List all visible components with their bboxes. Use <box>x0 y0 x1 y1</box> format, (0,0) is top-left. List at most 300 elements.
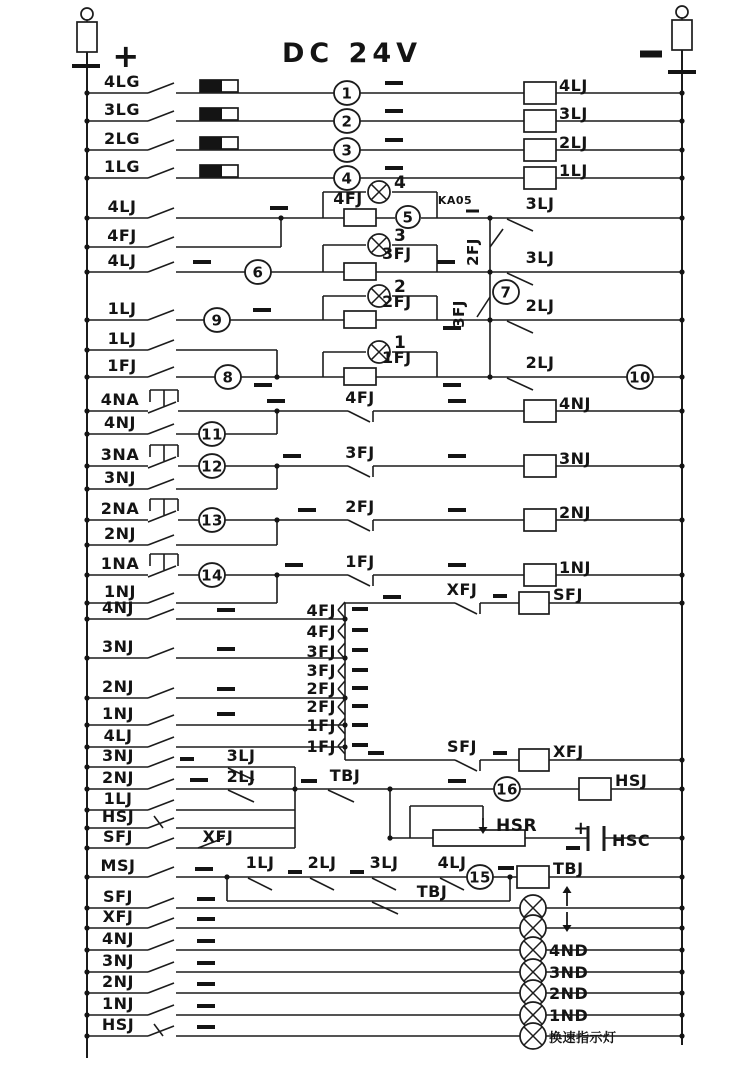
label-2LG: 2LG <box>104 129 140 148</box>
junction-dot <box>84 269 89 274</box>
junction-dot <box>84 744 89 749</box>
label-HSJ: HSJ <box>101 1015 135 1034</box>
junction-dot <box>679 969 684 974</box>
label-2FJ: 2FJ <box>306 697 336 716</box>
fuse-indicator-element <box>200 80 222 92</box>
label-HSJ: HSJ <box>615 771 648 790</box>
wire <box>148 140 174 150</box>
label-4LJ: 4LJ <box>107 197 137 216</box>
label-SFJ: SFJ <box>553 585 583 604</box>
contact-dash <box>352 668 368 672</box>
label-2NJ: 2NJ <box>559 503 591 522</box>
junction-dot <box>679 1033 684 1038</box>
circled-number-text: 12 <box>201 457 223 476</box>
label-4LJ: 4LJ <box>559 76 588 95</box>
label-1LJ: 1LJ <box>559 161 588 180</box>
contact-dash <box>197 939 215 943</box>
junction-dot <box>84 147 89 152</box>
label-TBJ: TBJ <box>553 859 584 878</box>
junction-dot <box>84 542 89 547</box>
relay-coil <box>524 455 556 477</box>
relay-coil <box>524 400 556 422</box>
junction-dot <box>84 1033 89 1038</box>
wire <box>148 779 174 789</box>
label-3NJ: 3NJ <box>102 951 134 970</box>
wire <box>148 340 174 350</box>
contact-dash <box>190 778 208 782</box>
contact-dash <box>448 563 466 567</box>
label-3NJ: 3NJ <box>559 449 591 468</box>
junction-dot <box>84 655 89 660</box>
relay-coil <box>524 139 556 161</box>
junction-dot <box>84 969 89 974</box>
label-2LJ: 2LJ <box>525 296 555 315</box>
wire <box>148 648 174 658</box>
label-1LJ: 1LJ <box>245 853 275 872</box>
wire <box>310 878 334 890</box>
wire <box>338 707 345 715</box>
wire <box>148 962 174 972</box>
label-TBJ: TBJ <box>416 882 448 901</box>
junction-dot <box>84 874 89 879</box>
junction-dot <box>679 463 684 468</box>
label-4FJ: 4FJ <box>107 226 137 245</box>
junction-dot <box>679 408 684 413</box>
label-4LG: 4LG <box>104 72 140 91</box>
label-1FJ: 1FJ <box>345 552 375 571</box>
wire <box>348 411 370 422</box>
wire <box>148 457 176 468</box>
contact-dash <box>498 866 514 870</box>
label-1NA: 1NA <box>100 554 140 573</box>
junction-dot <box>84 572 89 577</box>
wire <box>148 800 174 810</box>
label-1FJ: 1FJ <box>306 716 336 735</box>
circled-number-text: 9 <box>211 311 223 330</box>
junction-dot <box>84 722 89 727</box>
contact-dash <box>285 563 303 567</box>
wire <box>348 466 370 477</box>
label-1LG: 1LG <box>104 157 140 176</box>
label-2FJ: 2FJ <box>382 292 412 311</box>
label-3NJ: 3NJ <box>102 746 134 765</box>
wire <box>148 688 174 698</box>
junction-dot <box>274 408 279 413</box>
label-3: 3 <box>394 226 407 246</box>
label-TBJ: TBJ <box>329 766 361 785</box>
junction-dot <box>278 215 283 220</box>
contact-dash <box>180 757 194 761</box>
wire <box>338 623 345 631</box>
wire <box>148 593 174 603</box>
relay-coil <box>519 749 549 771</box>
label-SFJ: SFJ <box>103 827 133 846</box>
relay-coil <box>517 866 549 888</box>
wire <box>148 983 174 993</box>
circled-number-text: 11 <box>201 425 223 444</box>
junction-dot <box>84 118 89 123</box>
contact-dash <box>352 628 368 632</box>
label-4FJ: 4FJ <box>306 601 336 620</box>
label-4LJ: 4LJ <box>437 853 467 872</box>
junction-dot <box>84 215 89 220</box>
label-2LJ: 2LJ <box>226 767 256 786</box>
label-XFJ: XFJ <box>553 742 584 761</box>
junction-dot <box>84 905 89 910</box>
junction-dot <box>274 463 279 468</box>
contact-dash <box>197 917 215 921</box>
contact-dash <box>352 607 368 611</box>
label-+: + <box>573 818 589 839</box>
circled-number-text: 15 <box>469 868 491 887</box>
label-4ND: 4ND <box>549 941 589 960</box>
junction-dot <box>84 244 89 249</box>
fuse-indicator-element <box>200 137 222 149</box>
junction-dot <box>84 616 89 621</box>
junction-dot <box>84 695 89 700</box>
label-DC-24V: DC 24V <box>281 38 423 69</box>
contact-dash <box>217 712 235 716</box>
junction-dot <box>84 517 89 522</box>
label-3LJ: 3LJ <box>525 194 555 213</box>
relay-coil <box>524 509 556 531</box>
fuse-cartridge <box>672 20 692 50</box>
label-1NJ: 1NJ <box>102 994 134 1013</box>
junction-dot <box>679 925 684 930</box>
junction-dot <box>679 786 684 791</box>
label-3NJ: 3NJ <box>102 637 134 656</box>
wire <box>228 790 254 802</box>
label-3NA: 3NA <box>100 445 140 464</box>
wire <box>338 602 345 610</box>
label-4NJ: 4NJ <box>102 929 134 948</box>
wire <box>148 424 174 434</box>
contact-dash <box>640 51 662 58</box>
wire <box>148 918 174 928</box>
label-XFJ: XFJ <box>202 827 234 846</box>
label-1FJ: 1FJ <box>382 348 412 367</box>
label-1NJ: 1NJ <box>102 704 134 723</box>
label-2FJ: 2FJ <box>306 679 336 698</box>
wire <box>148 262 174 272</box>
terminal-circle <box>81 8 93 20</box>
relay-coil <box>519 592 549 614</box>
label-3FJ: 3FJ <box>306 642 336 661</box>
label-MSJ: MSJ <box>100 856 136 875</box>
wire <box>148 237 174 247</box>
contact-dash <box>197 1025 215 1029</box>
label-1LJ: 1LJ <box>107 329 137 348</box>
junction-dot <box>84 408 89 413</box>
wire <box>372 878 396 890</box>
contact-dash <box>566 846 580 850</box>
contact-dash <box>350 870 364 874</box>
contact-dash <box>253 308 271 312</box>
circled-number-text: 13 <box>201 511 223 530</box>
relay-coil <box>344 368 376 385</box>
contact-dash <box>270 206 288 210</box>
terminal-circle <box>676 6 688 18</box>
wire <box>477 297 490 317</box>
contact-dash <box>352 743 368 747</box>
contact-dash <box>254 383 272 387</box>
junction-dot <box>679 175 684 180</box>
contact-dash <box>448 508 466 512</box>
wire <box>148 757 174 767</box>
label-2FJ: 2FJ <box>345 497 375 516</box>
label-1NJ: 1NJ <box>104 582 136 601</box>
junction-dot <box>679 269 684 274</box>
junction-dot <box>679 874 684 879</box>
junction-dot <box>679 757 684 762</box>
label-4FJ: 4FJ <box>345 388 375 407</box>
contact-dash <box>385 109 403 113</box>
contact-dash <box>352 648 368 652</box>
junction-dot <box>679 374 684 379</box>
junction-dot <box>507 874 512 879</box>
contact-dash <box>493 751 507 755</box>
wire <box>148 838 174 848</box>
contact-dash <box>448 454 466 458</box>
contact-dash <box>197 897 215 901</box>
junction-dot <box>679 147 684 152</box>
wire <box>507 219 533 231</box>
junction-dot <box>224 874 229 879</box>
junction-dot <box>292 786 297 791</box>
label-2LJ: 2LJ <box>559 133 588 152</box>
contact-dash <box>283 454 301 458</box>
label-4LJ: 4LJ <box>107 251 137 270</box>
contact-dash <box>197 982 215 986</box>
junction-dot <box>487 317 492 322</box>
label-2: 2 <box>394 277 407 297</box>
circled-number-text: 1 <box>341 84 353 103</box>
label-+: + <box>112 37 140 75</box>
label-2NJ: 2NJ <box>102 768 134 787</box>
contact-dash <box>352 686 368 690</box>
wire <box>490 229 503 247</box>
contact-dash <box>217 608 235 612</box>
contact-dash <box>352 704 368 708</box>
label-2NA: 2NA <box>100 499 140 518</box>
label-1: 1 <box>394 333 407 353</box>
label-4LJ: 4LJ <box>103 726 133 745</box>
contact-dash <box>668 70 696 74</box>
wire <box>148 867 174 877</box>
label-4NJ: 4NJ <box>102 598 134 617</box>
label-3ND: 3ND <box>549 963 589 982</box>
label-XFJ: XFJ <box>102 907 134 926</box>
junction-dot <box>84 317 89 322</box>
label-3LJ: 3LJ <box>559 104 588 123</box>
label-3LJ: 3LJ <box>525 248 555 267</box>
label-HSC: HSC <box>612 831 651 850</box>
label-2ND: 2ND <box>549 984 589 1003</box>
wire <box>148 479 174 489</box>
contact-dash <box>385 138 403 142</box>
wire <box>455 760 477 771</box>
junction-dot <box>84 175 89 180</box>
circled-number-text: 2 <box>341 112 353 131</box>
contact-dash <box>217 687 235 691</box>
circled-number-text: 16 <box>496 780 518 799</box>
wire <box>338 643 345 651</box>
junction-dot <box>84 786 89 791</box>
circled-number-text: 7 <box>500 283 512 302</box>
circled-number-text: 10 <box>629 368 651 387</box>
junction-dot <box>679 317 684 322</box>
label-2LJ: 2LJ <box>307 853 337 872</box>
wire <box>338 631 345 639</box>
circled-number-text: 5 <box>402 208 414 227</box>
relay-coil <box>524 564 556 586</box>
junction-dot <box>342 655 347 660</box>
label-XFJ: XFJ <box>446 580 478 599</box>
junction-dot <box>274 517 279 522</box>
junction-dot <box>679 215 684 220</box>
label-3FJ: 3FJ <box>306 661 336 680</box>
contact-dash <box>448 399 466 403</box>
wire <box>148 566 176 577</box>
label-KA05: KA05 <box>437 194 473 207</box>
relay-coil <box>344 263 376 280</box>
label-3FJ: 3FJ <box>450 300 468 328</box>
junction-dot <box>679 118 684 123</box>
contact-dash <box>383 595 401 599</box>
junction-dot <box>679 90 684 95</box>
label-HSR: HSR <box>496 816 538 836</box>
junction-dot <box>84 925 89 930</box>
label-1LJ: 1LJ <box>107 299 137 318</box>
junction-dot <box>84 486 89 491</box>
contact-dash <box>368 751 384 755</box>
label-3LJ: 3LJ <box>369 853 399 872</box>
label-2LJ: 2LJ <box>525 353 555 372</box>
junction-dot <box>679 947 684 952</box>
label-2NJ: 2NJ <box>102 677 134 696</box>
junction-dot <box>84 347 89 352</box>
label-3LG: 3LG <box>104 100 140 119</box>
junction-dot <box>84 431 89 436</box>
contact-dash <box>385 166 403 170</box>
wire <box>338 663 345 671</box>
wire <box>148 535 174 545</box>
junction-dot <box>487 374 492 379</box>
junction-dot <box>679 835 684 840</box>
wire <box>148 168 174 178</box>
label-SFJ: SFJ <box>447 737 477 756</box>
relay-coil <box>524 110 556 132</box>
junction-dot <box>487 215 492 220</box>
junction-dot <box>84 600 89 605</box>
wire <box>148 511 176 522</box>
contact-dash <box>197 1004 215 1008</box>
junction-dot <box>84 947 89 952</box>
junction-dot <box>679 600 684 605</box>
junction-dot <box>84 845 89 850</box>
fuse-cartridge <box>77 22 97 52</box>
junction-dot <box>84 825 89 830</box>
wire <box>338 681 345 689</box>
wire <box>148 111 174 121</box>
relay-coil <box>524 167 556 189</box>
junction-dot <box>274 374 279 379</box>
relay-coil <box>344 209 376 226</box>
wire <box>328 790 354 802</box>
wire <box>348 575 370 586</box>
junction-dot <box>84 1012 89 1017</box>
relay-coil <box>579 778 611 800</box>
contact-dash <box>443 383 461 387</box>
junction-dot <box>84 990 89 995</box>
contact-dash <box>301 779 317 783</box>
contact-dash <box>217 647 235 651</box>
label-4NA: 4NA <box>100 390 140 409</box>
circled-number-text: 4 <box>341 169 353 188</box>
junction-dot <box>342 616 347 621</box>
label-4: 4 <box>394 173 407 193</box>
arrow-up-icon <box>563 886 572 893</box>
label-2FJ: 2FJ <box>464 238 482 266</box>
wire <box>148 737 174 747</box>
contact-dash <box>267 399 285 403</box>
label-2NJ: 2NJ <box>104 524 136 543</box>
contact-dash <box>288 870 302 874</box>
junction-dot <box>679 1012 684 1017</box>
junction-dot <box>679 572 684 577</box>
label-4FJ: 4FJ <box>333 189 363 208</box>
junction-dot <box>84 807 89 812</box>
junction-dot <box>387 835 392 840</box>
wire <box>148 898 174 908</box>
contact-dash <box>298 508 316 512</box>
label-HSJ: HSJ <box>101 807 135 826</box>
wire <box>338 671 345 679</box>
label-3FJ: 3FJ <box>345 443 375 462</box>
contact-dash <box>493 594 507 598</box>
junction-dot <box>84 764 89 769</box>
label-4FJ: 4FJ <box>306 622 336 641</box>
relay-coil <box>344 311 376 328</box>
wire <box>148 715 174 725</box>
label-1ND: 1ND <box>549 1006 589 1025</box>
label-4NJ: 4NJ <box>559 394 591 413</box>
wire <box>148 940 174 950</box>
wire <box>507 378 533 390</box>
contact-dash <box>448 779 466 783</box>
label-2NJ: 2NJ <box>102 972 134 991</box>
circled-number-text: 8 <box>222 368 234 387</box>
wire <box>148 367 174 377</box>
junction-dot <box>342 744 347 749</box>
junction-dot <box>84 90 89 95</box>
label-SFJ: SFJ <box>103 887 133 906</box>
junction-dot <box>84 463 89 468</box>
wire <box>148 609 174 619</box>
contact-dash <box>466 210 479 213</box>
junction-dot <box>274 572 279 577</box>
wire <box>348 520 370 531</box>
circled-number-text: 3 <box>341 141 353 160</box>
wire <box>148 310 174 320</box>
junction-dot <box>342 695 347 700</box>
junction-dot <box>84 374 89 379</box>
contact-dash <box>352 723 368 727</box>
label-3NJ: 3NJ <box>104 468 136 487</box>
wire <box>148 208 174 218</box>
relay-coil <box>524 82 556 104</box>
contact-dash <box>197 961 215 965</box>
